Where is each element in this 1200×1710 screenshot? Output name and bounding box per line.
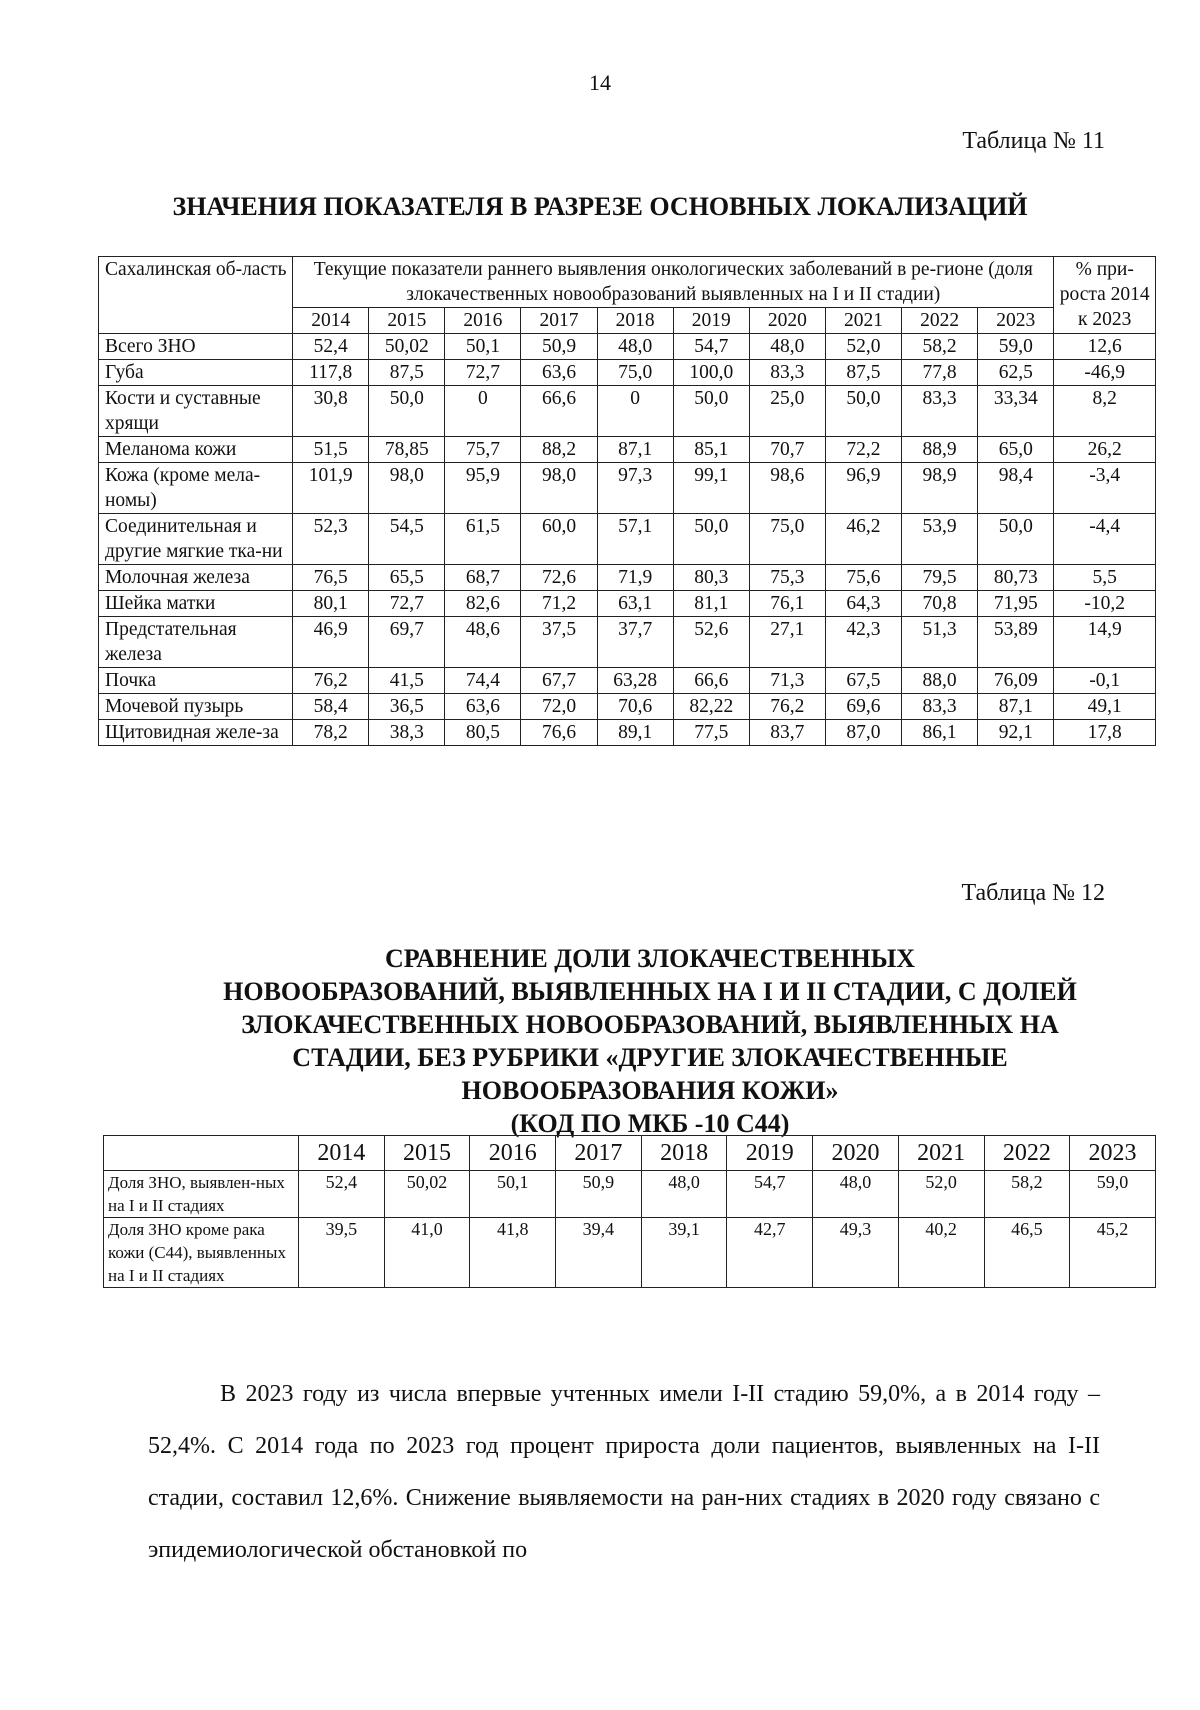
value-cell: 76,6 — [521, 720, 597, 746]
value-cell: 50,1 — [445, 334, 521, 360]
value-cell: 72,0 — [521, 694, 597, 720]
value-cell: 50,0 — [978, 514, 1054, 565]
value-cell: 71,9 — [597, 565, 673, 591]
value-cell: 66,6 — [521, 386, 597, 437]
value-cell: 98,0 — [521, 463, 597, 514]
table-row — [104, 1171, 1156, 1218]
value-cell: 75,7 — [445, 437, 521, 463]
row-label: Меланома кожи — [99, 437, 293, 463]
row-label: Всего ЗНО — [99, 334, 293, 360]
value-cell: 76,2 — [749, 694, 825, 720]
table-row — [99, 694, 1156, 720]
growth-cell: -0,1 — [1054, 668, 1156, 694]
value-cell: 99,1 — [673, 463, 749, 514]
row-label: Мочевой пузырь — [99, 694, 293, 720]
value-cell: 75,0 — [597, 360, 673, 386]
table-row — [99, 334, 1156, 360]
row-label: Молочная железа — [99, 565, 293, 591]
value-cell: 58,2 — [902, 334, 978, 360]
value-cell: 76,1 — [749, 591, 825, 617]
value-cell: 67,5 — [825, 668, 901, 694]
growth-cell: 17,8 — [1054, 720, 1156, 746]
value-cell: 88,0 — [902, 668, 978, 694]
value-cell: 49,3 — [813, 1218, 899, 1288]
value-cell: 78,2 — [293, 720, 369, 746]
value-cell: 33,34 — [978, 386, 1054, 437]
year-header: 2021 — [898, 1136, 984, 1171]
value-cell: 80,3 — [673, 565, 749, 591]
value-cell: 36,5 — [369, 694, 445, 720]
value-cell: 42,3 — [825, 617, 901, 668]
value-cell: 58,4 — [293, 694, 369, 720]
value-cell: 45,2 — [1070, 1218, 1156, 1288]
growth-cell: 8,2 — [1054, 386, 1156, 437]
value-cell: 62,5 — [978, 360, 1054, 386]
value-cell: 53,9 — [902, 514, 978, 565]
value-cell: 48,0 — [641, 1171, 727, 1218]
growth-cell: 12,6 — [1054, 334, 1156, 360]
table-row — [99, 360, 1156, 386]
value-cell: 68,7 — [445, 565, 521, 591]
value-cell: 65,5 — [369, 565, 445, 591]
value-cell: 100,0 — [673, 360, 749, 386]
value-cell: 48,0 — [813, 1171, 899, 1218]
table-12-corner — [104, 1136, 299, 1171]
value-cell: 57,1 — [597, 514, 673, 565]
value-cell: 42,7 — [727, 1218, 813, 1288]
value-cell: 87,1 — [597, 437, 673, 463]
value-cell: 50,0 — [673, 514, 749, 565]
table-row — [99, 617, 1156, 668]
value-cell: 117,8 — [293, 360, 369, 386]
value-cell: 37,5 — [521, 617, 597, 668]
row-label: Соединительная и другие мягкие тка-ни — [99, 514, 293, 565]
value-cell: 75,0 — [749, 514, 825, 565]
title-line: (КОД ПО МКБ -10 С44) — [510, 1109, 790, 1138]
value-cell: 58,2 — [984, 1171, 1070, 1218]
table-row — [99, 514, 1156, 565]
value-cell: 87,5 — [825, 360, 901, 386]
value-cell: 50,9 — [521, 334, 597, 360]
title-line: СТАДИИ, БЕЗ РУБРИКИ «ДРУГИЕ ЗЛОКАЧЕСТВЕННЫЕ — [292, 1043, 1008, 1072]
value-cell: 87,5 — [369, 360, 445, 386]
value-cell: 52,0 — [898, 1171, 984, 1218]
table-12-caption: Таблица № 12 — [961, 880, 1105, 906]
table-11-caption: Таблица № 11 — [962, 128, 1105, 154]
value-cell: 70,8 — [902, 591, 978, 617]
row-label: Почка — [99, 668, 293, 694]
value-cell: 51,3 — [902, 617, 978, 668]
value-cell: 0 — [597, 386, 673, 437]
value-cell: 82,6 — [445, 591, 521, 617]
value-cell: 53,89 — [978, 617, 1054, 668]
table-11 — [98, 256, 1156, 746]
row-label: Щитовидная желе-за — [99, 720, 293, 746]
title-line: СРАВНЕНИЕ ДОЛИ ЗЛОКАЧЕСТВЕННЫХ — [384, 944, 916, 973]
value-cell: 38,3 — [369, 720, 445, 746]
row-label: Кожа (кроме мела-номы) — [99, 463, 293, 514]
value-cell: 48,6 — [445, 617, 521, 668]
value-cell: 98,9 — [902, 463, 978, 514]
value-cell: 25,0 — [749, 386, 825, 437]
value-cell: 54,7 — [673, 334, 749, 360]
value-cell: 75,3 — [749, 565, 825, 591]
value-cell: 50,0 — [673, 386, 749, 437]
growth-cell: 26,2 — [1054, 437, 1156, 463]
value-cell: 46,2 — [825, 514, 901, 565]
growth-header: % при-роста 2014 к 2023 — [1054, 257, 1156, 334]
table-row — [99, 668, 1156, 694]
year-header: 2022 — [984, 1136, 1070, 1171]
value-cell: 50,9 — [556, 1171, 642, 1218]
value-cell: 80,73 — [978, 565, 1054, 591]
row-label: Доля ЗНО, выявлен-ных на I и II стадиях — [104, 1171, 299, 1218]
value-cell: 48,0 — [597, 334, 673, 360]
value-cell: 87,1 — [978, 694, 1054, 720]
growth-cell: -3,4 — [1054, 463, 1156, 514]
growth-cell: -46,9 — [1054, 360, 1156, 386]
value-cell: 79,5 — [902, 565, 978, 591]
value-cell: 85,1 — [673, 437, 749, 463]
table-row — [99, 565, 1156, 591]
year-header: 2016 — [470, 1136, 556, 1171]
value-cell: 72,7 — [369, 591, 445, 617]
value-cell: 52,4 — [299, 1171, 385, 1218]
table-12 — [103, 1135, 1156, 1288]
value-cell: 98,6 — [749, 463, 825, 514]
value-cell: 59,0 — [978, 334, 1054, 360]
value-cell: 81,1 — [673, 591, 749, 617]
value-cell: 65,0 — [978, 437, 1054, 463]
group-header: Текущие показатели раннего выявления онкологических заболеваний в ре-гионе (доля злокачественных новообразований выявленных на I и II стадии) — [293, 257, 1054, 308]
value-cell: 64,3 — [825, 591, 901, 617]
value-cell: 83,3 — [902, 386, 978, 437]
value-cell: 69,7 — [369, 617, 445, 668]
year-header: 2015 — [384, 1136, 470, 1171]
value-cell: 71,95 — [978, 591, 1054, 617]
value-cell: 52,3 — [293, 514, 369, 565]
value-cell: 59,0 — [1070, 1171, 1156, 1218]
table-row — [99, 463, 1156, 514]
region-header: Сахалинская об-ласть — [99, 257, 293, 334]
value-cell: 51,5 — [293, 437, 369, 463]
value-cell: 46,9 — [293, 617, 369, 668]
value-cell: 0 — [445, 386, 521, 437]
growth-cell: 49,1 — [1054, 694, 1156, 720]
year-header: 2014 — [293, 308, 369, 334]
value-cell: 54,5 — [369, 514, 445, 565]
title-line: ЗЛОКАЧЕСТВЕННЫХ НОВООБРАЗОВАНИЙ, ВЫЯВЛЕННЫХ НА — [241, 1010, 1059, 1039]
value-cell: 76,2 — [293, 668, 369, 694]
value-cell: 63,6 — [445, 694, 521, 720]
value-cell: 76,5 — [293, 565, 369, 591]
value-cell: 54,7 — [727, 1171, 813, 1218]
value-cell: 72,6 — [521, 565, 597, 591]
value-cell: 77,5 — [673, 720, 749, 746]
growth-cell: 5,5 — [1054, 565, 1156, 591]
value-cell: 77,8 — [902, 360, 978, 386]
value-cell: 39,5 — [299, 1218, 385, 1288]
value-cell: 92,1 — [978, 720, 1054, 746]
year-header: 2021 — [825, 308, 901, 334]
value-cell: 88,2 — [521, 437, 597, 463]
year-header: 2018 — [641, 1136, 727, 1171]
value-cell: 41,0 — [384, 1218, 470, 1288]
value-cell: 52,4 — [293, 334, 369, 360]
value-cell: 82,22 — [673, 694, 749, 720]
value-cell: 50,02 — [369, 334, 445, 360]
value-cell: 88,9 — [902, 437, 978, 463]
value-cell: 50,0 — [825, 386, 901, 437]
title-line: НОВООБРАЗОВАНИЯ КОЖИ» — [461, 1076, 839, 1105]
value-cell: 83,3 — [749, 360, 825, 386]
value-cell: 101,9 — [293, 463, 369, 514]
value-cell: 66,6 — [673, 668, 749, 694]
growth-cell: 14,9 — [1054, 617, 1156, 668]
value-cell: 41,5 — [369, 668, 445, 694]
value-cell: 72,2 — [825, 437, 901, 463]
value-cell: 27,1 — [749, 617, 825, 668]
value-cell: 52,6 — [673, 617, 749, 668]
value-cell: 71,2 — [521, 591, 597, 617]
year-header: 2023 — [978, 308, 1054, 334]
value-cell: 80,5 — [445, 720, 521, 746]
value-cell: 70,7 — [749, 437, 825, 463]
value-cell: 98,0 — [369, 463, 445, 514]
year-header: 2020 — [749, 308, 825, 334]
table-row — [99, 591, 1156, 617]
value-cell: 95,9 — [445, 463, 521, 514]
value-cell: 50,1 — [470, 1171, 556, 1218]
value-cell: 60,0 — [521, 514, 597, 565]
value-cell: 63,28 — [597, 668, 673, 694]
year-header: 2015 — [369, 308, 445, 334]
page-number: 14 — [589, 70, 611, 95]
value-cell: 41,8 — [470, 1218, 556, 1288]
value-cell: 67,7 — [521, 668, 597, 694]
value-cell: 61,5 — [445, 514, 521, 565]
table-row — [99, 437, 1156, 463]
title-line: НОВООБРАЗОВАНИЙ, ВЫЯВЛЕННЫХ НА I И II СТАДИИ, С ДОЛЕЙ — [223, 977, 1077, 1006]
year-header: 2019 — [673, 308, 749, 334]
value-cell: 75,6 — [825, 565, 901, 591]
value-cell: 97,3 — [597, 463, 673, 514]
row-label: Шейка матки — [99, 591, 293, 617]
value-cell: 63,6 — [521, 360, 597, 386]
value-cell: 76,09 — [978, 668, 1054, 694]
value-cell: 69,6 — [825, 694, 901, 720]
table-row — [99, 386, 1156, 437]
value-cell: 78,85 — [369, 437, 445, 463]
table-12-title — [100, 942, 1200, 1140]
value-cell: 50,0 — [369, 386, 445, 437]
value-cell: 98,4 — [978, 463, 1054, 514]
value-cell: 63,1 — [597, 591, 673, 617]
value-cell: 30,8 — [293, 386, 369, 437]
value-cell: 80,1 — [293, 591, 369, 617]
growth-cell: -4,4 — [1054, 514, 1156, 565]
row-label: Губа — [99, 360, 293, 386]
value-cell: 39,1 — [641, 1218, 727, 1288]
value-cell: 83,7 — [749, 720, 825, 746]
body-text — [148, 1368, 1100, 1576]
value-cell: 46,5 — [984, 1218, 1070, 1288]
value-cell: 50,02 — [384, 1171, 470, 1218]
value-cell: 70,6 — [597, 694, 673, 720]
value-cell: 52,0 — [825, 334, 901, 360]
year-header: 2023 — [1070, 1136, 1156, 1171]
value-cell: 74,4 — [445, 668, 521, 694]
value-cell: 87,0 — [825, 720, 901, 746]
growth-cell: -10,2 — [1054, 591, 1156, 617]
value-cell: 72,7 — [445, 360, 521, 386]
year-header: 2017 — [556, 1136, 642, 1171]
value-cell: 86,1 — [902, 720, 978, 746]
row-label: Кости и суставные хрящи — [99, 386, 293, 437]
paragraph: В 2023 году из числа впервые учтенных имели I-II стадию 59,0%, а в 2014 году – 52,4%. С 2014 года по 2023 год процент прироста доли пациентов, выявленных на I-II стадии, составил 12,6%. Снижение выявляемости на ран-них стадиях в 2020 году связано с эпидемиологической обстановкой по — [148, 1381, 1100, 1563]
year-header: 2022 — [902, 308, 978, 334]
value-cell: 96,9 — [825, 463, 901, 514]
value-cell: 40,2 — [898, 1218, 984, 1288]
value-cell: 71,3 — [749, 668, 825, 694]
table-11-title: ЗНАЧЕНИЯ ПОКАЗАТЕЛЯ В РАЗРЕЗЕ ОСНОВНЫХ ЛОКАЛИЗАЦИЙ — [172, 192, 1028, 221]
year-header: 2019 — [727, 1136, 813, 1171]
value-cell: 83,3 — [902, 694, 978, 720]
year-header: 2017 — [521, 308, 597, 334]
value-cell: 89,1 — [597, 720, 673, 746]
value-cell: 48,0 — [749, 334, 825, 360]
table-row — [99, 720, 1156, 746]
row-label: Доля ЗНО кроме рака кожи (С44), выявленных на I и II стадиях — [104, 1218, 299, 1288]
year-header: 2016 — [445, 308, 521, 334]
year-header: 2014 — [299, 1136, 385, 1171]
table-row — [104, 1218, 1156, 1288]
year-header: 2020 — [813, 1136, 899, 1171]
value-cell: 39,4 — [556, 1218, 642, 1288]
row-label: Предстательная железа — [99, 617, 293, 668]
value-cell: 37,7 — [597, 617, 673, 668]
year-header: 2018 — [597, 308, 673, 334]
